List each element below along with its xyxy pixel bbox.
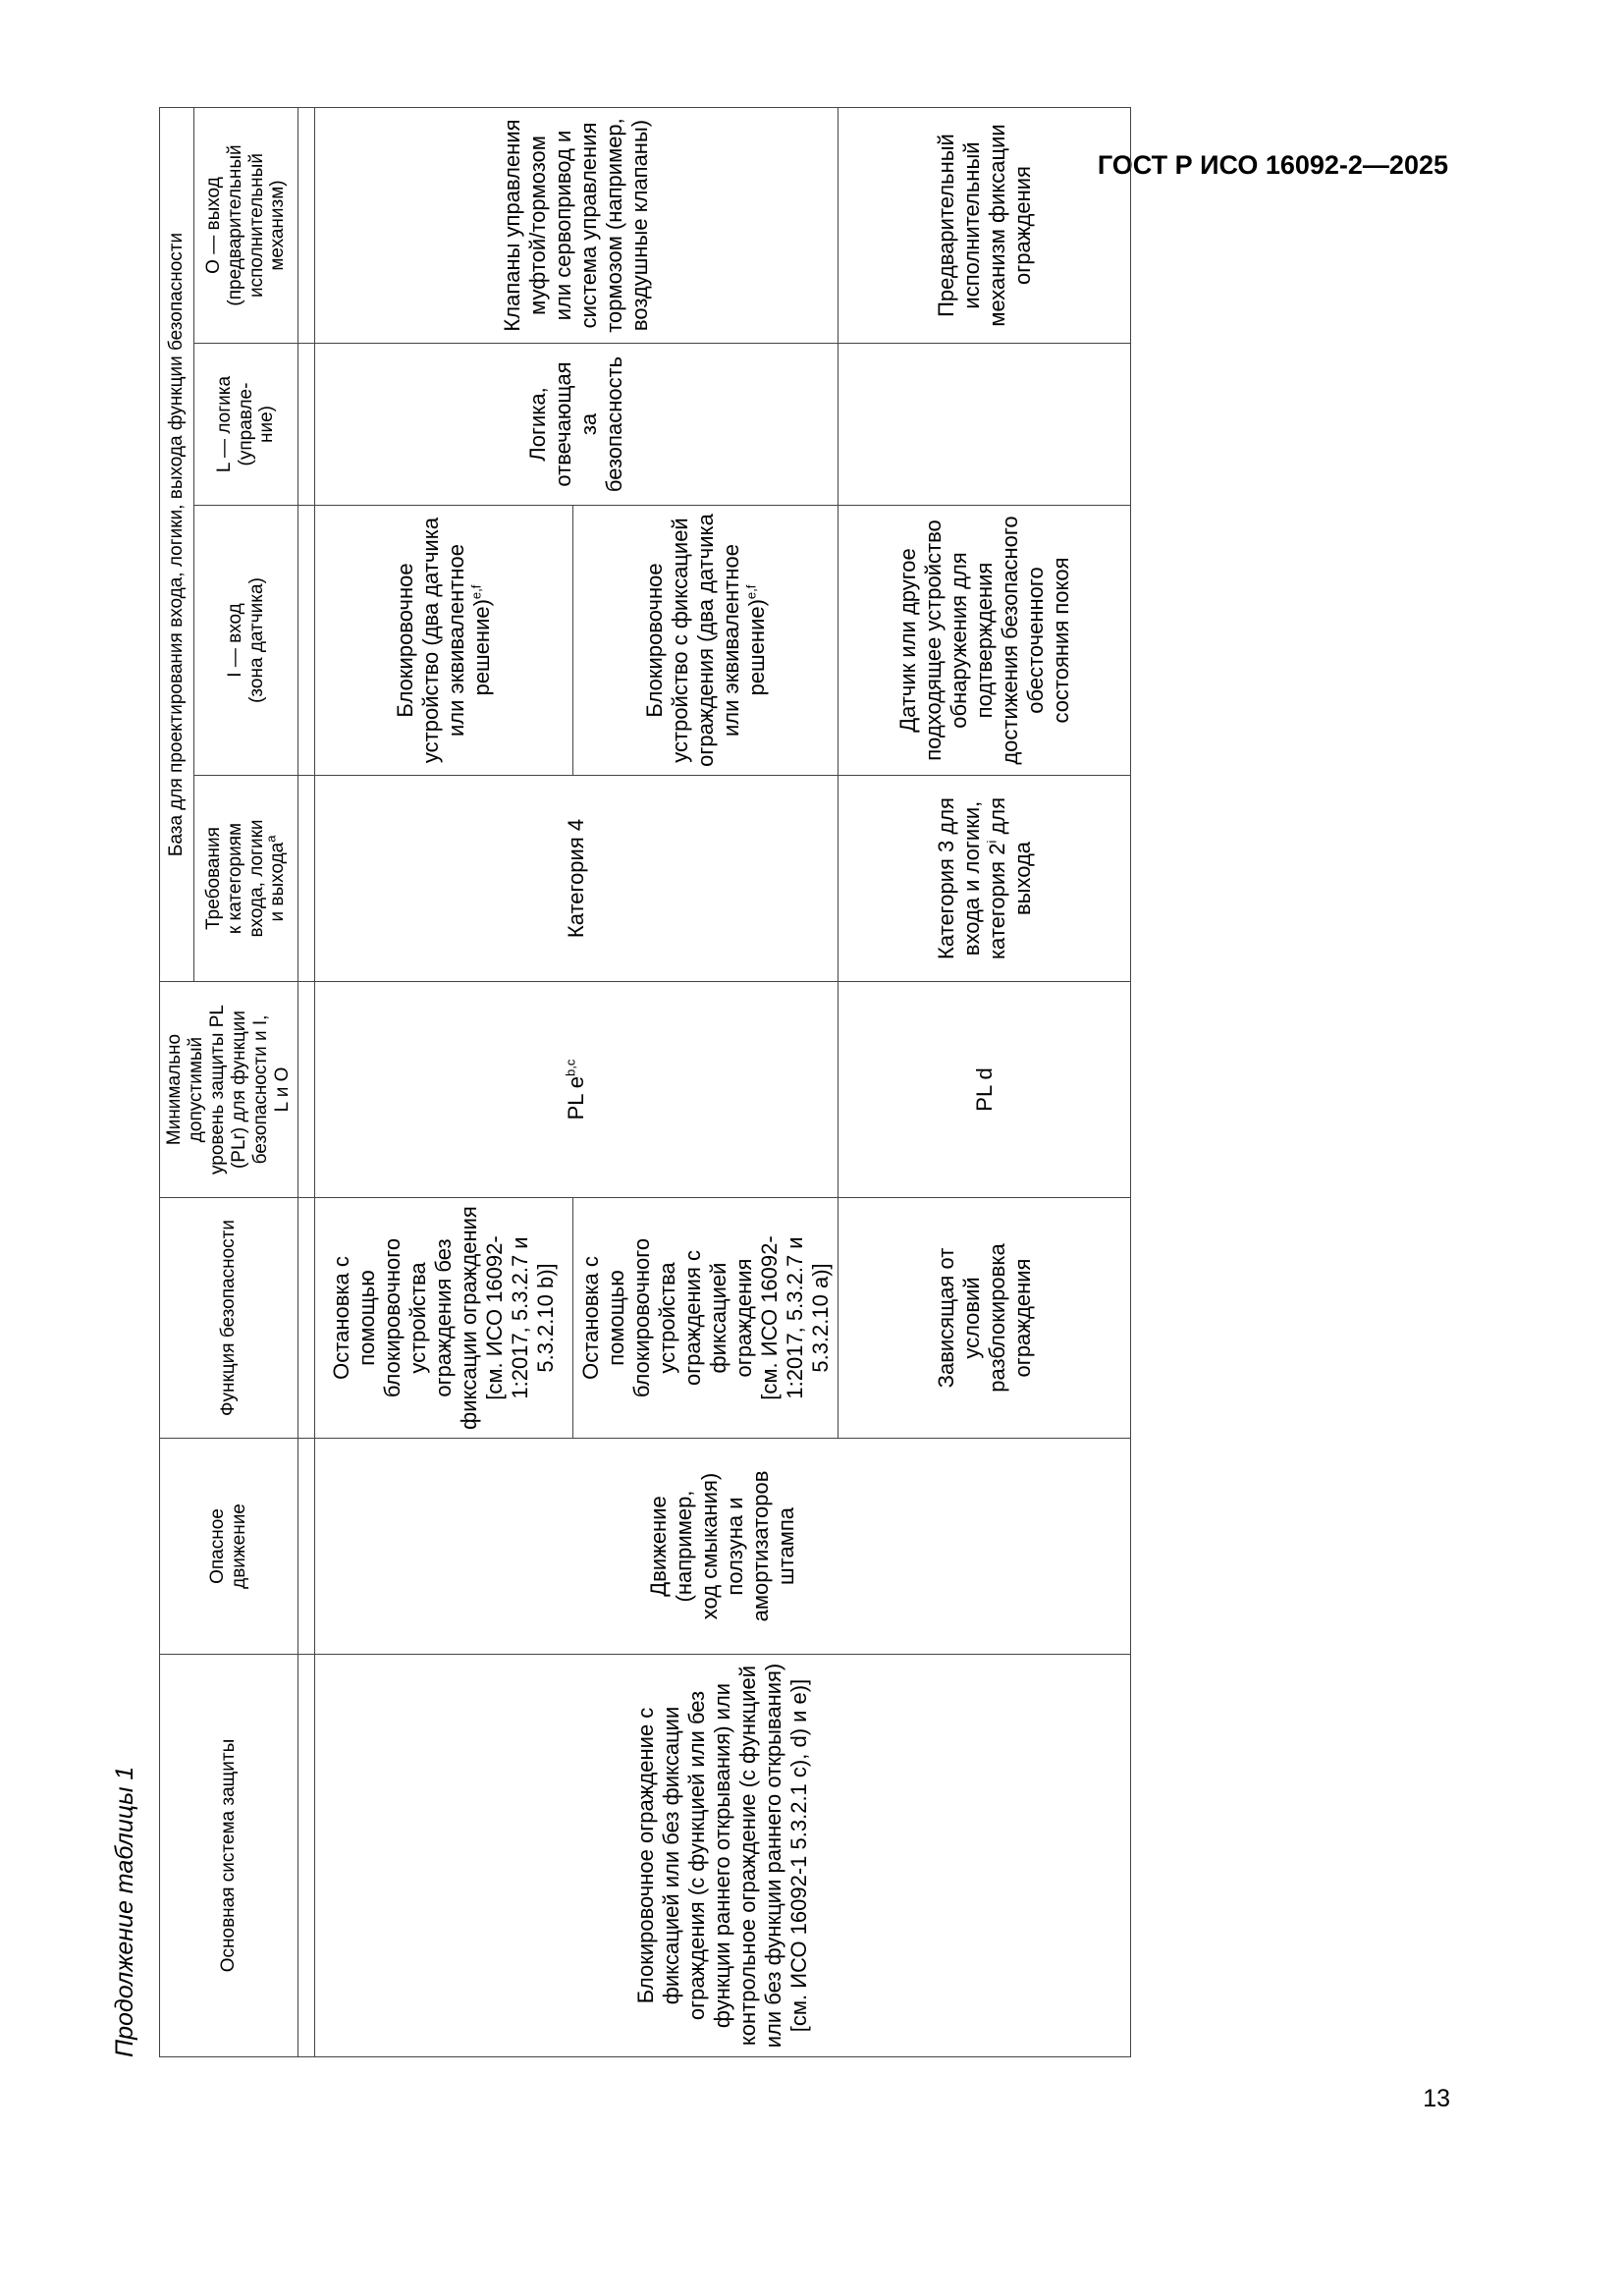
header-hazard-motion: Опасное движение [160, 1439, 298, 1655]
header-output: O — выход (предварительный исполнительный механизм) [194, 108, 298, 344]
safety-functions-table [159, 107, 1131, 2057]
basic-system-cell: Блокировочное ограждение с фиксацией или без фиксации ограждения (с функцией или без функции раннего открывания) или контрольное ограждение (с функцией или без функции раннего открывания) [см. ИСО 16092-1 5.3.2.1 с), d) и е)] [314, 1655, 1130, 2057]
output-cell: Клапаны управления муфтой/тормозом или сервопривод и система управления тормозом (например, воздушные клапаны) [314, 108, 838, 344]
category-3-cell: Категория 3 для входа и логики, категория 2$^i$ для выхода [839, 776, 1131, 982]
pl-d-cell: PL d [839, 982, 1131, 1198]
hazard-motion-cell: Движение (например, ход смыкания) ползуна и амортизаторов штампа [314, 1439, 1130, 1655]
pl-e-cell: PL $e^{b,c}$ [314, 982, 838, 1198]
logic-empty-cell [839, 344, 1131, 506]
safety-function-unlock-cell: Зависящая от условий разблокировка ограждения [839, 1198, 1131, 1439]
header-input: I — вход (зона датчика) [194, 506, 298, 776]
header-logic: L — логика (управле- ние) [194, 344, 298, 506]
category-4-cell: Категория 4 [314, 776, 838, 982]
input-b-cell: Блокировочное устройство с фиксацией ограждения (два датчика или эквивалентное решение)$^{e,f}$ [573, 506, 839, 776]
header-safety-function: Функция безопасности [160, 1198, 298, 1439]
standard-designation: ГОСТ Р ИСО 16092-2—2025 [1097, 150, 1448, 180]
logic-cell: Логика, отвечающая за безопасность [314, 344, 838, 506]
input-sensor-cell: Датчик или другое подходящее устройство обнаружения для подтверждения достижения безопасного обесточенного состояния покоя [839, 506, 1131, 776]
header-separator-row [298, 108, 314, 2057]
safety-function-a-cell: Остановка с помощью блокировочного устройства ограждения без фиксации ограждения [см. ИСО 16092-1:2017, 5.3.2.7 и 5.3.2.10 b)] [314, 1198, 572, 1439]
header-category-req: Требования к категориям входа, логики и выхода$^a$ [194, 776, 298, 982]
table-continuation-caption: Продолжение таблицы 1 [111, 1766, 138, 2057]
page-number: 13 [1423, 2085, 1450, 2112]
rotated-table-container [159, 118, 1131, 2057]
header-min-pl: Минимально допустимый уровень защиты PL (PLr) для функции безопасности и I, L и O [160, 982, 298, 1198]
table-row [314, 108, 572, 2057]
header-design-basis-group: База для проектирования входа, логики, выхода функции безопасности [160, 108, 194, 982]
safety-function-b-cell: Остановка с помощью блокировочного устройства ограждения с фиксацией ограждения [см. ИСО 16092-1:2017, 5.3.2.7 и 5.3.2.10 a)] [573, 1198, 839, 1439]
header-basic-system: Основная система защиты [160, 1655, 298, 2057]
output-lock-cell: Предварительный исполнительный механизм фиксации ограждения [839, 108, 1131, 344]
input-a-cell: Блокировочное устройство (два датчика или эквивалентное решение)$^{e,f}$ [314, 506, 572, 776]
